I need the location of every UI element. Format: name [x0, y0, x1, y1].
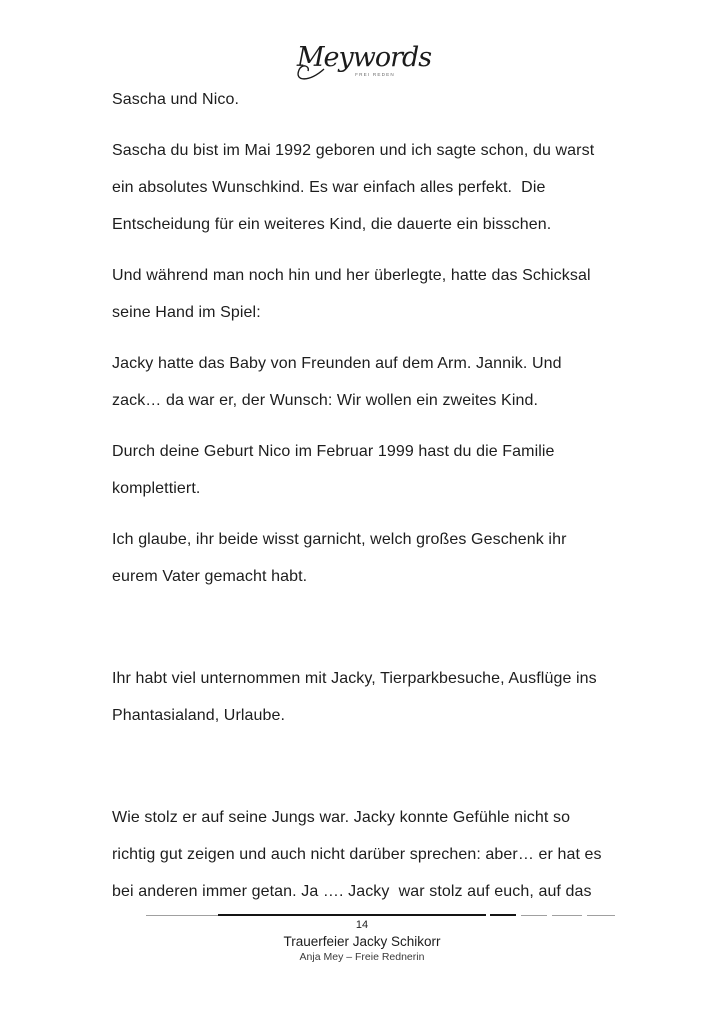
paragraph — [112, 257, 632, 331]
paragraph-spacer — [112, 748, 632, 785]
footer — [0, 906, 724, 964]
text-line: ein absolutes Wunschkind. Es war einfach alles perfekt. Die — [112, 179, 546, 196]
text-line: komplettiert. — [112, 480, 201, 497]
text-line: richtig gut zeigen und auch nicht darüber sprechen: aber… er hat es — [112, 846, 602, 863]
separator-segment — [490, 908, 516, 916]
logo-brand-text: Meywords — [296, 42, 432, 73]
separator-segment — [521, 909, 547, 916]
separator-segment — [218, 908, 486, 916]
page-number: 14 — [355, 919, 369, 931]
separator-segment — [552, 909, 582, 916]
paragraph — [112, 521, 632, 595]
text-line: Ihr habt viel unternommen mit Jacky, Tierparkbesuche, Ausflüge ins — [112, 670, 597, 687]
text-line: bei anderen immer getan. Ja …. Jacky war stolz auf euch, auf das — [112, 883, 592, 900]
text-line: Wie stolz er auf seine Jungs war. Jacky konnte Gefühle nicht so — [112, 809, 571, 826]
text-line: Sascha du bist im Mai 1992 geboren und ich sagte schon, du warst — [112, 142, 595, 159]
text-line: Phantasialand, Urlaube. — [112, 707, 286, 724]
text-line: Entscheidung für ein weiteres Kind, die dauerte ein bisschen. — [112, 216, 552, 233]
text-line: Ich glaube, ihr beide wisst garnicht, welch großes Geschenk ihr — [112, 531, 567, 548]
separator-segment — [587, 909, 615, 916]
text-line: zack… da war er, der Wunsch: Wir wollen ein zweites Kind. — [112, 392, 539, 409]
paragraph-spacer — [112, 609, 632, 646]
separator-segment — [146, 909, 218, 916]
paragraph — [112, 81, 632, 118]
paragraph — [112, 799, 632, 910]
text-line: seine Hand im Spiel: — [112, 304, 261, 321]
text-line: Und während man noch hin und her überlegte, hatte das Schicksal — [112, 267, 591, 284]
logo-tagline-text: FREI REDEN — [355, 72, 395, 77]
footer-separator — [36, 906, 724, 916]
text-line: Sascha und Nico. — [112, 91, 240, 108]
paragraph — [112, 433, 632, 507]
text-line: Jacky hatte das Baby von Freunden auf dem Arm. Jannik. Und — [112, 355, 562, 372]
footer-title: Trauerfeier Jacky Schikorr — [283, 934, 441, 949]
footer-subtitle: Anja Mey – Freie Rednerin — [299, 951, 425, 963]
text-line: Durch deine Geburt Nico im Februar 1999 hast du die Familie — [112, 443, 555, 460]
paragraph — [112, 132, 632, 243]
paragraph — [112, 345, 632, 419]
paragraph — [112, 660, 632, 734]
document-body — [112, 81, 632, 924]
text-line: eurem Vater gemacht habt. — [112, 568, 308, 585]
